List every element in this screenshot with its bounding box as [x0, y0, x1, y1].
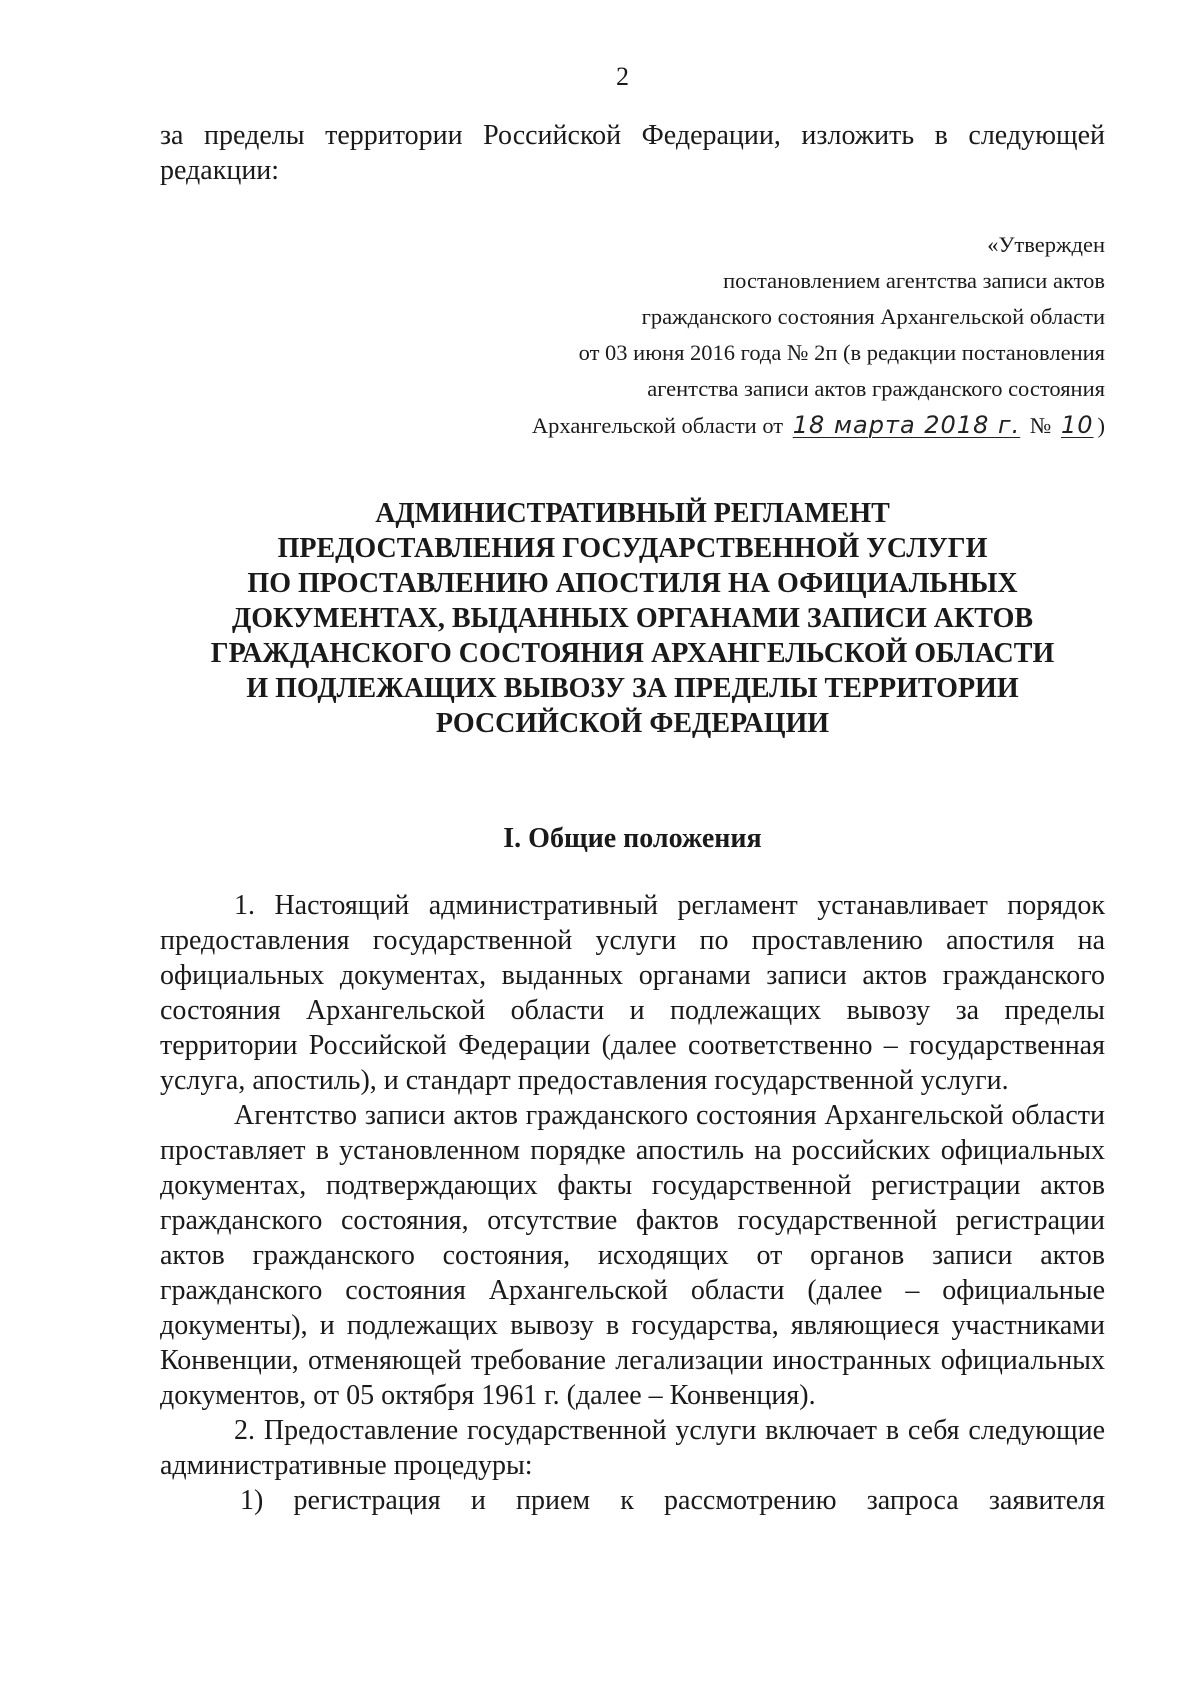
paragraph-2: Агентство записи актов гражданского состояния Архангельской области проставляет в установленном порядке апостиль на российских официальных документах, подтверждающих факты государственной регистрации актов гражданского состояния, отсутствие фактов государственной регистрации актов гражданского состояния, исходящих от органов записи актов гражданского состояния Архангельской области (далее – официальные документы), и подлежащих вывозу в государства, являющиеся участниками Конвенции, отменяющей требование легализации иностранных официальных документов, от 05 октября 1961 г. (далее – Конвенция).: [160, 1100, 1105, 1411]
paragraph-1: 1. Настоящий административный регламент устанавливает порядок предоставления государственной услуги по проставлению апостиля на официальных документах, выданных органами записи актов гражданского состояния Архангельской области и подлежащих вывозу за пределы территории Российской Федерации (далее соответственно – государственная услуга, апостиль), и стандарт предоставления государственной услуги.: [160, 890, 1105, 1096]
document-body: [160, 118, 1105, 1518]
section-heading: I. Общие положения: [503, 823, 762, 854]
approval-line-6: [160, 407, 1105, 444]
title-line-1: АДМИНИСТРАТИВНЫЙ РЕГЛАМЕНТ: [375, 498, 890, 529]
intro-line-1: за пределы территории Российской Федерации, изложить в следующей: [160, 120, 1105, 151]
title-line-5: ГРАЖДАНСКОГО СОСТОЯНИЯ АРХАНГЕЛЬСКОЙ ОБЛАСТИ: [210, 638, 1055, 669]
title-line-6: И ПОДЛЕЖАЩИХ ВЫВОЗУ ЗА ПРЕДЕЛЫ ТЕРРИТОРИИ: [246, 673, 1019, 704]
approval-line-1: «Утвержден: [987, 232, 1105, 257]
title-line-4: ДОКУМЕНТАХ, ВЫДАННЫХ ОРГАНАМИ ЗАПИСИ АКТОВ: [231, 603, 1034, 634]
page-number: 2: [616, 62, 629, 91]
handwritten-number: 10: [1060, 411, 1094, 439]
approval-line-3: гражданского состояния Архангельской области: [641, 304, 1105, 329]
approval-closing: ): [1097, 413, 1105, 438]
document-title: [160, 496, 1105, 741]
paragraph-3: 2. Предоставление государственной услуги включает в себя следующие административные процедуры:: [160, 1415, 1105, 1481]
intro-line-2: редакции:: [160, 155, 280, 186]
approval-line-4: от 03 июня 2016 года № 2п (в редакции постановления: [578, 340, 1105, 365]
handwritten-date: 18 марта 2018 г.: [792, 411, 1021, 439]
approval-line-2: постановлением агентства записи актов: [723, 268, 1105, 293]
title-line-7: РОССИЙСКОЙ ФЕДЕРАЦИИ: [435, 708, 830, 739]
approval-block: [160, 227, 1105, 444]
approval-last-prefix: Архангельской области от: [531, 413, 784, 438]
approval-line-5: агентства записи актов гражданского состояния: [647, 376, 1105, 401]
list-item-1: 1) регистрация и прием к рассмотрению запроса заявителя: [240, 1485, 1105, 1516]
number-label: №: [1029, 413, 1052, 438]
title-line-2: ПРЕДОСТАВЛЕНИЯ ГОСУДАРСТВЕННОЙ УСЛУГИ: [277, 533, 988, 564]
title-line-3: ПО ПРОСТАВЛЕНИЮ АПОСТИЛЯ НА ОФИЦИАЛЬНЫХ: [247, 568, 1018, 599]
